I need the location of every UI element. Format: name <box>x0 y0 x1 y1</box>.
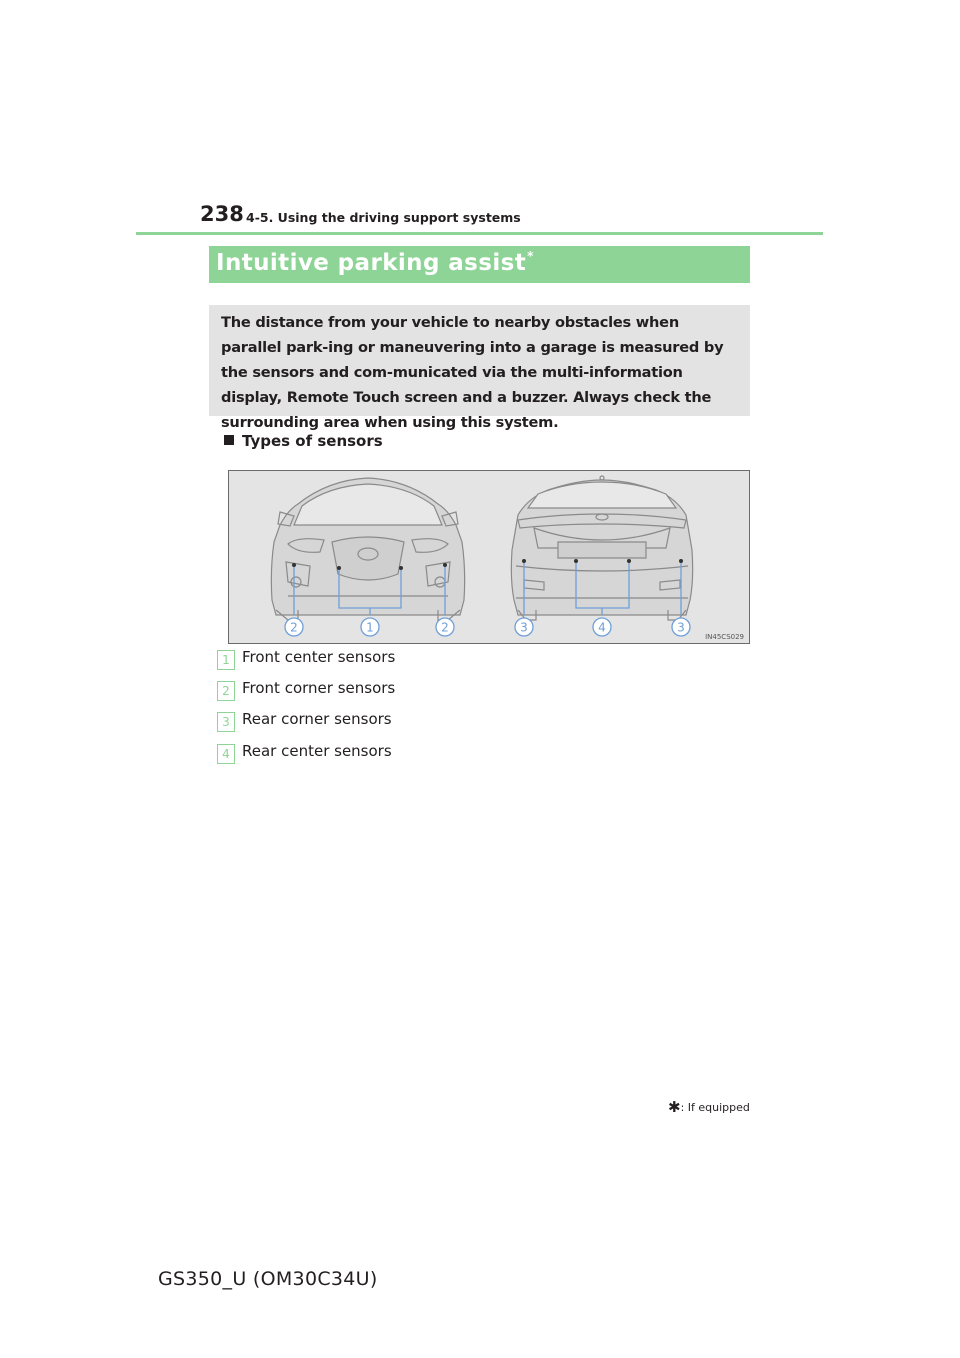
sensor-figure <box>228 470 750 644</box>
figure-code: IN45CS029 <box>705 633 744 641</box>
legend-text: Rear corner sensors <box>242 710 392 728</box>
footnote-text: : If equipped <box>680 1101 750 1114</box>
subheading <box>224 432 383 450</box>
intro-text: The distance from your vehicle to nearby obstacles when parallel park-ing or maneuvering into a garage is measured by the sensors and com-municated via the multi-information display, Remote Touch screen and a buzzer. Always check the surrounding area when using this system. <box>221 314 724 431</box>
legend-number-box: 4 <box>217 744 235 764</box>
legend-text: Front corner sensors <box>242 679 396 697</box>
legend-number-box: 2 <box>217 681 235 701</box>
legend-text: Rear center sensors <box>242 742 392 760</box>
callout-label: 2 <box>290 620 298 635</box>
rear-car-illustration <box>511 476 692 620</box>
section-path: 4-5. Using the driving support systems <box>246 210 521 225</box>
square-bullet-icon <box>224 435 234 445</box>
legend-number-box: 1 <box>217 650 235 670</box>
callout-label: 4 <box>598 620 606 635</box>
callout-label: 3 <box>520 620 528 635</box>
page-title-text: Intuitive parking assist <box>216 250 527 276</box>
footnote <box>668 1098 750 1116</box>
subheading-text: Types of sensors <box>242 432 383 450</box>
header-rule <box>136 232 823 235</box>
page-title <box>216 249 534 276</box>
if-equipped-marker: * <box>527 249 534 263</box>
legend-number-box: 3 <box>217 712 235 732</box>
page-number: 238 <box>200 202 244 226</box>
legend-text: Front center sensors <box>242 648 396 666</box>
title-band <box>209 246 750 283</box>
intro-box <box>209 305 750 431</box>
callout-label: 1 <box>366 620 374 635</box>
document-id: GS350_U (OM30C34U) <box>158 1268 378 1290</box>
callout-label: 2 <box>441 620 449 635</box>
asterisk-icon: ✱ <box>668 1098 681 1116</box>
callout-label: 3 <box>677 620 685 635</box>
